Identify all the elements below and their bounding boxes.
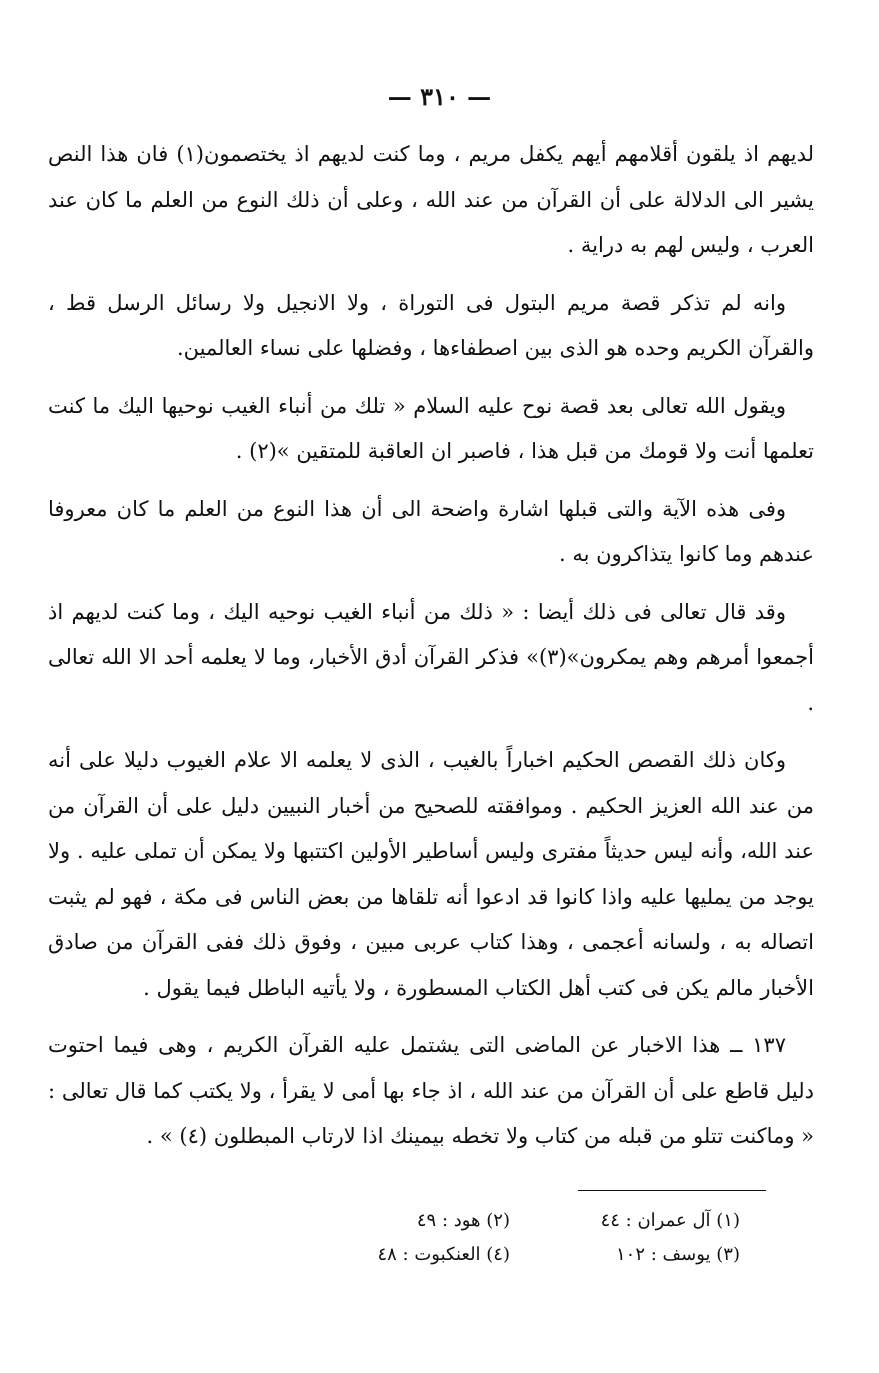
footnote-divider bbox=[578, 1190, 766, 1191]
paragraph: وكان ذلك القصص الحكيم اخباراً بالغيب ، الذى لا يعلمه الا علام الغيوب دليلا على أنه من عند الله العزيز الحكيم . وموافقته للصحيح من أخبار النبيين دليل على أن القرآن من عند الله، وأنه ليس حديثاً مفترى وليس أساطير الأولين اكتتبها ولا يمكن أن تملى عليه . ولا يوجد من يمليها عليه واذا كانوا قد ادعوا أنه تلقاها من بعض الناس فى مكة ، فهو لم يثبت اتصاله به ، ولسانه أعجمى ، وهذا كتاب عربى مبين ، وفوق ذلك ففى القرآن من صادق الأخبار مالم يكن فى كتب أهل الكتاب المسطورة ، ولا يأتيه الباطل فيما يقول . bbox=[48, 748, 814, 1000]
page-number: — ٣١٠ — bbox=[387, 82, 492, 111]
paragraph: وانه لم تذكر قصة مريم البتول فى التوراة ، ولا الانجيل ولا رسائل الرسل قط ، والقرآن الكريم وحده هو الذى بين اصطفاءها ، وفضلها على نساء العالمين. bbox=[48, 290, 814, 360]
footnote: (٤) العنكبوت : ٤٨ bbox=[377, 1244, 510, 1265]
paragraph: ويقول الله تعالى بعد قصة نوح عليه السلام « تلك من أنباء الغيب نوحيها اليك ما كنت تعلمها أنت ولا قومك من قبل هذا ، فاصبر ان العاقبة للمتقين »(٢) . bbox=[48, 393, 814, 463]
footnote: (١) آل عمران : ٤٤ bbox=[600, 1210, 740, 1231]
paragraph: ١٣٧ ــ هذا الاخبار عن الماضى التى يشتمل عليه القرآن الكريم ، وهى فيما احتوت دليل قاطع على أن القرآن من عند الله ، اذ جاء بها أمى لا يقرأ ، ولا يكتب كما قال تعالى : « وماكنت تتلو من قبله من كتاب ولا تخطه بيمينك اذا لارتاب المبطلون (٤) » . bbox=[48, 1033, 814, 1148]
paragraph: وفى هذه الآية والتى قبلها اشارة واضحة الى أن هذا النوع من العلم ما كان معروفا عندهم وما كانوا يتذاكرون به . bbox=[48, 496, 814, 566]
footnotes bbox=[280, 1204, 740, 1272]
paragraph: وقد قال تعالى فى ذلك أيضا : « ذلك من أنباء الغيب نوحيه اليك ، وما كنت لديهم اذ أجمعوا أمرهم وهم يمكرون»(٣)» فذكر القرآن أدق الأخبار، وما لا يعلمه أحد الا الله تعالى . bbox=[48, 599, 814, 715]
paragraph: لديهم اذ يلقون أقلامهم أيهم يكفل مريم ، وما كنت لديهم اذ يختصمون(١) فان هذا النص يشير الى الدلالة على أن القرآن من عند الله ، وعلى أن ذلك النوع من العلم ما كان عند العرب ، وليس لهم به دراية . bbox=[48, 142, 814, 257]
footnote: (٣) يوسف : ١٠٢ bbox=[616, 1244, 740, 1265]
footnote-row bbox=[280, 1238, 740, 1272]
footnote: (٢) هود : ٤٩ bbox=[416, 1210, 510, 1231]
body-text bbox=[48, 132, 814, 1172]
footnote-row bbox=[280, 1204, 740, 1238]
